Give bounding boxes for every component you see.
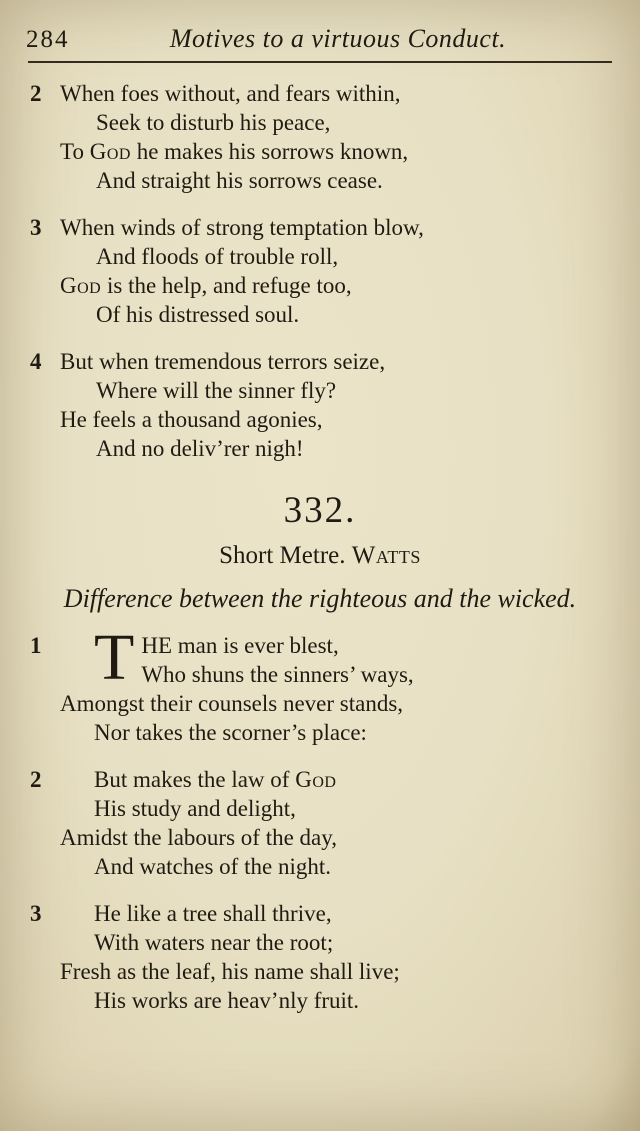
verse-line-text: When winds of strong temptation blow,	[60, 215, 424, 240]
verse-line-text: But makes the law of	[94, 767, 296, 792]
verse-line-text: And floods of trouble roll,	[96, 244, 339, 269]
verse-line-text: When foes without, and fears within,	[60, 81, 401, 106]
verse-line-text: To	[60, 139, 90, 164]
verse-line-text: With waters near the root;	[94, 930, 334, 955]
small-caps-word: God	[60, 273, 102, 298]
verse-line	[94, 794, 614, 823]
verse-line-text: And straight his sorrows cease.	[96, 168, 383, 193]
dropcap-block	[94, 621, 614, 694]
verse-line-text: HE man is ever blest,	[141, 633, 339, 658]
verse	[26, 621, 614, 747]
verse	[26, 899, 614, 1015]
verse-line-text: Of his distressed soul.	[96, 302, 300, 327]
verse	[26, 213, 614, 329]
verse-line	[60, 137, 614, 166]
verse-line-text: Amidst the labours of the day,	[60, 825, 338, 850]
verse-number: 4	[30, 349, 42, 374]
running-title: Motives to a virtuous Conduct.	[169, 24, 507, 53]
verse-line	[96, 434, 614, 463]
small-caps-word: God	[89, 139, 131, 164]
verse-line-text: Fresh as the leaf, his name shall live;	[60, 959, 400, 984]
verse-line	[60, 689, 614, 718]
verse-line	[94, 986, 614, 1015]
verse-line	[96, 166, 614, 195]
verse-line	[94, 718, 614, 747]
verse-number: 2	[30, 81, 42, 106]
hymn-author: Watts	[351, 542, 421, 569]
page-header	[26, 24, 614, 54]
hymn-meter: Short Metre.	[219, 542, 346, 569]
verse-line-text: Where will the sinner fly?	[96, 378, 337, 403]
verse-line-text: He like a tree shall thrive,	[94, 901, 332, 926]
verse-line	[60, 823, 614, 852]
verse-line-text: is the help, and refuge too,	[101, 273, 352, 298]
verse-line	[94, 899, 614, 928]
verse-line-text: And no deliv’rer nigh!	[96, 436, 304, 461]
verse-line	[96, 242, 614, 271]
verse-line	[94, 852, 614, 881]
verse-line-text: Nor takes the scorner’s place:	[94, 720, 367, 745]
small-caps-word: God	[295, 767, 337, 792]
verse-line-text: Who shuns the sinners’ ways,	[141, 662, 414, 687]
verse-line	[96, 300, 614, 329]
verse-line	[96, 376, 614, 405]
verse-line-text: And watches of the night.	[94, 854, 331, 879]
dropcap-letter: T	[94, 621, 135, 694]
hymn-meter-author	[26, 542, 614, 570]
verse-line	[60, 405, 614, 434]
verse-line-text: Amongst their counsels never stands,	[60, 691, 404, 716]
verse-line	[141, 631, 413, 660]
verse-line	[60, 271, 614, 300]
dropcap-lines	[141, 631, 413, 689]
verse-line	[94, 765, 614, 794]
verse-number: 1	[30, 633, 42, 658]
verse-line	[96, 108, 614, 137]
verse-line	[141, 660, 413, 689]
verse-line	[60, 213, 614, 242]
verse-line	[60, 347, 614, 376]
verse-line-text: he makes his sorrows known,	[130, 139, 409, 164]
verse-number: 3	[30, 215, 42, 240]
page-number: 284	[26, 26, 70, 53]
verse-line-text: He feels a thousand agonies,	[60, 407, 323, 432]
verse-number: 2	[30, 767, 42, 792]
verse-number: 3	[30, 901, 42, 926]
hymn-number: 332.	[283, 490, 357, 531]
verse	[26, 347, 614, 463]
verse-line	[94, 928, 614, 957]
verse-line	[60, 79, 614, 108]
verse-line-text: His study and delight,	[94, 796, 296, 821]
verse-line	[60, 957, 614, 986]
hymn-subtitle: Difference between the righteous and the wicked.	[63, 584, 577, 613]
verse-line-text: Seek to disturb his peace,	[96, 110, 331, 135]
verse	[26, 79, 614, 195]
verse	[26, 765, 614, 881]
verse-line-text: His works are heav’nly fruit.	[94, 988, 360, 1013]
header-rule	[28, 61, 612, 63]
verse-line-text: But when tremendous terrors seize,	[60, 349, 386, 374]
